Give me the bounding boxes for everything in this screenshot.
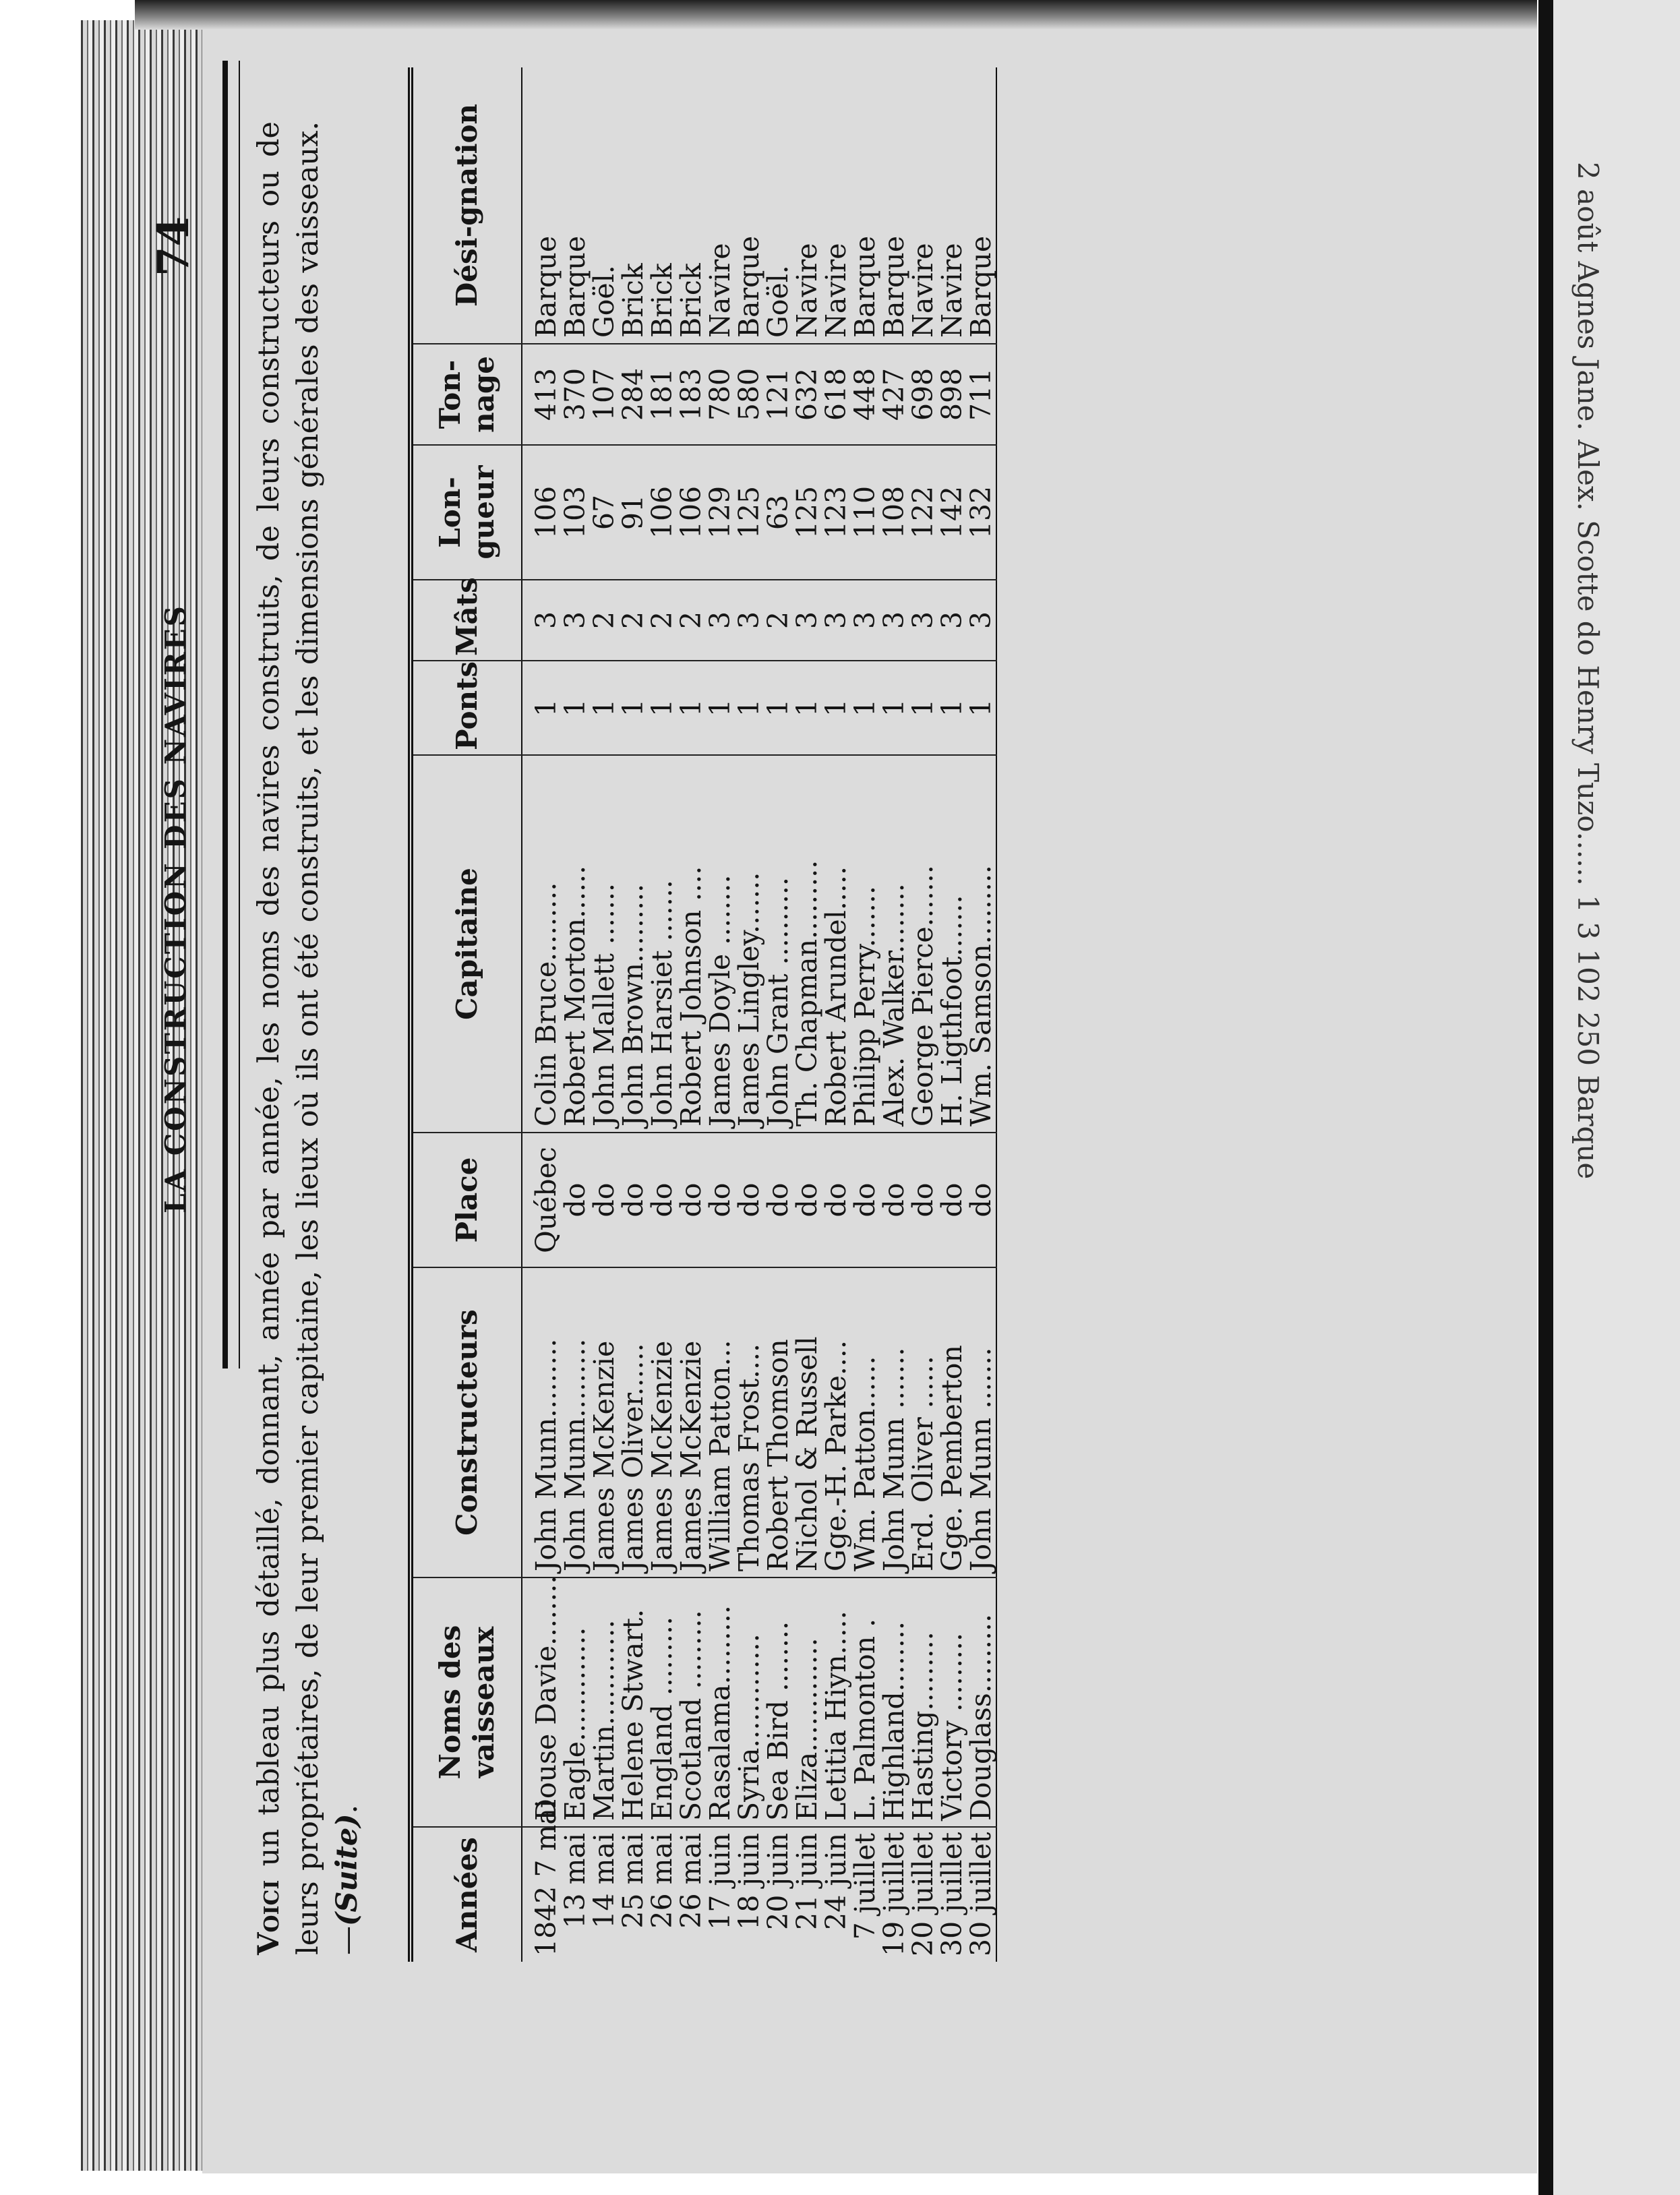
cell-longueur: 67 xyxy=(590,445,619,580)
cell-mats: 2 xyxy=(764,580,793,661)
cell-date: 26 mai xyxy=(646,1833,678,1929)
cell-mats: 3 xyxy=(880,580,909,661)
table-row xyxy=(764,67,793,1962)
cell-builder: Nichol & Russell xyxy=(793,1267,822,1577)
table-row xyxy=(880,67,909,1962)
cell-date: 7 juillet xyxy=(849,1833,881,1940)
cell-mats: 3 xyxy=(938,580,967,661)
table-row xyxy=(619,67,648,1962)
cell-ponts: 1 xyxy=(677,661,706,755)
header-rule xyxy=(222,61,240,1369)
intro-text: un tableau plus détaillé, donnant, année par année, les noms des navires construits, de leurs constructeurs ou de leurs propriétaires, de leur premier capitaine, les lieux où ils ont été construits, et les dimensions générales des vaisseaux.— xyxy=(252,121,364,1955)
intro-paragraph xyxy=(249,121,367,1955)
cell-captain: Philipp Perry....... xyxy=(851,755,880,1133)
cell-date: 1842 7 mai xyxy=(530,1799,562,1956)
cell-longueur: 106 xyxy=(677,445,706,580)
cell-vessel-name: L. Palmonton . xyxy=(851,1577,880,1827)
cell-ponts: 1 xyxy=(822,661,851,755)
col-header-mats: Mâts xyxy=(411,580,522,661)
table-row xyxy=(967,67,996,1962)
cell-tonnage: 580 xyxy=(735,344,764,445)
cell-longueur: 106 xyxy=(522,445,561,580)
cell-designation: Brick xyxy=(619,67,648,344)
table-row xyxy=(735,67,764,1962)
cell-mats: 3 xyxy=(735,580,764,661)
cell-longueur: 125 xyxy=(735,445,764,580)
cell-ponts: 1 xyxy=(909,661,938,755)
cell-ponts: 1 xyxy=(938,661,967,755)
fragment-captain: Henry Tuzo...... xyxy=(1571,665,1604,886)
cell-mats: 3 xyxy=(561,580,590,661)
cell-captain: H. Ligthfoot....... xyxy=(938,755,967,1133)
cell-ponts: 1 xyxy=(561,661,590,755)
cell-vessel-name: Letitia Hiyn..... xyxy=(822,1577,851,1827)
cell-captain: James Doyle ........ xyxy=(706,755,735,1133)
cell-date: 25 mai xyxy=(617,1833,649,1929)
cell-builder: Thomas Frost.... xyxy=(735,1267,764,1577)
cell-date: 14 mai xyxy=(588,1833,620,1929)
cell-ponts: 1 xyxy=(764,661,793,755)
cell-designation: Barque xyxy=(522,67,561,344)
cell-tonnage: 632 xyxy=(793,344,822,445)
cell-builder: Gge. Pemberton xyxy=(938,1267,967,1577)
cell-designation: Barque xyxy=(851,67,880,344)
cell-mats: 2 xyxy=(619,580,648,661)
cell-place: do xyxy=(619,1133,648,1267)
col-header-noms: Noms des vaisseaux xyxy=(411,1577,522,1827)
cell-longueur: 110 xyxy=(851,445,880,580)
cell-designation: Navire xyxy=(938,67,967,344)
col-header-place: Place xyxy=(411,1133,522,1267)
cell-tonnage: 107 xyxy=(590,344,619,445)
cell-vessel-name: Eliza............. xyxy=(793,1577,822,1827)
cell-captain: Robert Johnson .... xyxy=(677,755,706,1133)
table-row xyxy=(677,67,706,1962)
cell-captain: Colin Bruce......... xyxy=(522,755,561,1133)
cell-designation: Navire xyxy=(822,67,851,344)
cell-builder: Wm. Patton...... xyxy=(851,1267,880,1577)
table-row xyxy=(909,67,938,1962)
cell-tonnage: 898 xyxy=(938,344,967,445)
cell-place: do xyxy=(909,1133,938,1267)
cell-longueur: 132 xyxy=(967,445,996,580)
cell-vessel-name: Hasting......... xyxy=(909,1577,938,1827)
cell-builder: John Munn......... xyxy=(522,1267,561,1577)
cell-date: 30 juillet xyxy=(936,1832,968,1956)
table-row xyxy=(706,67,735,1962)
col-header-ponts: Ponts xyxy=(411,661,522,755)
cell-vessel-name: Rasalama......... xyxy=(706,1577,735,1827)
cell-vessel-name: Sea Bird ........ xyxy=(764,1577,793,1827)
cell-longueur: 91 xyxy=(619,445,648,580)
cell-designation: Barque xyxy=(967,67,996,344)
fragment-longueur: 102 xyxy=(1571,949,1604,1003)
cell-captain: John Grant .......... xyxy=(764,755,793,1133)
cell-longueur: 125 xyxy=(793,445,822,580)
cell-designation: Barque xyxy=(561,67,590,344)
col-header-constructeurs: Constructeurs xyxy=(411,1267,522,1577)
cell-place: do xyxy=(677,1133,706,1267)
cell-mats: 3 xyxy=(967,580,996,661)
cell-vessel-name: Douse Davie........ xyxy=(522,1577,561,1827)
cell-builder: Gge.-H. Parke.... xyxy=(822,1267,851,1577)
cell-mats: 3 xyxy=(909,580,938,661)
cell-mats: 3 xyxy=(822,580,851,661)
cell-ponts: 1 xyxy=(735,661,764,755)
cell-date: 18 juin xyxy=(733,1833,765,1930)
intro-lead: Voici xyxy=(252,1880,286,1955)
cell-ponts: 1 xyxy=(851,661,880,755)
cell-captain: Wm. Samson......... xyxy=(967,755,996,1133)
cell-builder: James McKenzie xyxy=(590,1267,619,1577)
table-row xyxy=(590,67,619,1962)
cell-mats: 2 xyxy=(590,580,619,661)
cell-vessel-name: Martin............ xyxy=(590,1577,619,1827)
table-row xyxy=(648,67,677,1962)
table-row xyxy=(822,67,851,1962)
ships-table-body xyxy=(522,67,996,1962)
cell-mats: 3 xyxy=(522,580,561,661)
fragment-designation: Barque xyxy=(1571,1075,1604,1180)
cell-ponts: 1 xyxy=(619,661,648,755)
cell-ponts: 1 xyxy=(648,661,677,755)
fragment-builder: Alex. Scotte xyxy=(1571,440,1604,612)
cell-vessel-name: Helene Stwart. xyxy=(619,1577,648,1827)
cell-designation: Goël. xyxy=(764,67,793,344)
cell-builder: James McKenzie xyxy=(648,1267,677,1577)
cell-longueur: 129 xyxy=(706,445,735,580)
cell-date: 20 juin xyxy=(762,1833,794,1930)
cell-vessel-name: Eagle............. xyxy=(561,1577,590,1827)
cell-tonnage: 711 xyxy=(967,344,996,445)
cell-place: do xyxy=(793,1133,822,1267)
cell-date: 24 juin xyxy=(820,1833,852,1930)
cell-place: do xyxy=(851,1133,880,1267)
cell-tonnage: 698 xyxy=(909,344,938,445)
cell-place: do xyxy=(967,1133,996,1267)
cell-designation: Navire xyxy=(793,67,822,344)
cell-date: 19 juillet xyxy=(878,1832,910,1956)
cell-longueur: 123 xyxy=(822,445,851,580)
cell-vessel-name: Syria............. xyxy=(735,1577,764,1827)
cell-mats: 3 xyxy=(706,580,735,661)
cell-vessel-name: Victory ......... xyxy=(938,1577,967,1827)
next-page-fragment xyxy=(1537,162,1604,2184)
cell-vessel-name: Highland........ xyxy=(880,1577,909,1827)
table-row xyxy=(522,67,561,1962)
cell-ponts: 1 xyxy=(706,661,735,755)
cell-place: do xyxy=(590,1133,619,1267)
cell-captain: James Lingley....... xyxy=(735,755,764,1133)
intro-suite: (Suite) xyxy=(330,1813,364,1926)
cell-builder: John Munn ....... xyxy=(967,1267,996,1577)
cell-captain: George Pierce....... xyxy=(909,755,938,1133)
cell-designation: Barque xyxy=(735,67,764,344)
table-row xyxy=(561,67,590,1962)
fragment-place: do xyxy=(1571,620,1604,656)
cell-date: 30 juillet xyxy=(965,1832,997,1956)
fragment-name: Agnes Jane. xyxy=(1571,261,1604,431)
table-header-row xyxy=(411,67,522,1962)
intro-end: . xyxy=(330,1804,364,1814)
cell-builder: Robert Thomson xyxy=(764,1267,793,1577)
ships-table xyxy=(408,67,997,1962)
cell-longueur: 106 xyxy=(648,445,677,580)
cell-longueur: 103 xyxy=(561,445,590,580)
cell-tonnage: 181 xyxy=(648,344,677,445)
cell-builder: James McKenzie xyxy=(677,1267,706,1577)
cell-date: 17 juin xyxy=(704,1833,736,1930)
cell-builder: Erd. Oliver ...... xyxy=(909,1267,938,1577)
cell-captain: Robert Arundel..... xyxy=(822,755,851,1133)
cell-longueur: 108 xyxy=(880,445,909,580)
cell-mats: 2 xyxy=(648,580,677,661)
cell-builder: John Munn......... xyxy=(561,1267,590,1577)
cell-tonnage: 121 xyxy=(764,344,793,445)
col-header-tonnage: Ton-nage xyxy=(411,344,522,445)
cell-place: do xyxy=(880,1133,909,1267)
cell-mats: 3 xyxy=(793,580,822,661)
cell-designation: Brick xyxy=(648,67,677,344)
cell-builder: William Patton... xyxy=(706,1267,735,1577)
cell-captain: Robert Morton...... xyxy=(561,755,590,1133)
cell-date: 13 mai xyxy=(559,1833,591,1929)
cell-place: Québec xyxy=(522,1133,561,1267)
cell-longueur: 63 xyxy=(764,445,793,580)
cell-longueur: 142 xyxy=(938,445,967,580)
cell-builder: John Munn ....... xyxy=(880,1267,909,1577)
cell-tonnage: 780 xyxy=(706,344,735,445)
cell-place: do xyxy=(822,1133,851,1267)
col-header-designation: Dési-gnation xyxy=(411,67,522,344)
fragment-tonnage: 250 xyxy=(1571,1011,1604,1066)
cell-place: do xyxy=(706,1133,735,1267)
cell-builder: James Oliver...... xyxy=(619,1267,648,1577)
table-row xyxy=(938,67,967,1962)
fragment-date: 2 août xyxy=(1571,162,1604,253)
cell-place: do xyxy=(764,1133,793,1267)
table-row xyxy=(793,67,822,1962)
cell-tonnage: 183 xyxy=(677,344,706,445)
col-header-capitaine: Capitaine xyxy=(411,755,522,1133)
cell-tonnage: 284 xyxy=(619,344,648,445)
cell-date: 21 juin xyxy=(791,1833,823,1930)
page-number: 74 xyxy=(148,216,199,276)
running-title: LA CONSTRUCTION DES NAVIRES xyxy=(159,604,192,1213)
cell-place: do xyxy=(735,1133,764,1267)
cell-place: do xyxy=(561,1133,590,1267)
cell-mats: 2 xyxy=(677,580,706,661)
cell-place: do xyxy=(938,1133,967,1267)
cell-vessel-name: Scotland ......... xyxy=(677,1577,706,1827)
cell-tonnage: 427 xyxy=(880,344,909,445)
cell-ponts: 1 xyxy=(880,661,909,755)
cell-captain: Th. Chapman......... xyxy=(793,755,822,1133)
cell-tonnage: 448 xyxy=(851,344,880,445)
cell-ponts: 1 xyxy=(522,661,561,755)
cell-ponts: 1 xyxy=(967,661,996,755)
cell-captain: John Mallett ....... xyxy=(590,755,619,1133)
cell-date: 26 mai xyxy=(675,1833,707,1929)
cell-designation: Brick xyxy=(677,67,706,344)
cell-ponts: 1 xyxy=(793,661,822,755)
cell-designation: Goël. xyxy=(590,67,619,344)
col-header-longueur: Lon-gueur xyxy=(411,445,522,580)
cell-mats: 3 xyxy=(851,580,880,661)
fragment-mats: 3 xyxy=(1571,922,1604,940)
cell-date: 20 juillet xyxy=(907,1832,939,1956)
cell-tonnage: 618 xyxy=(822,344,851,445)
cell-designation: Barque xyxy=(880,67,909,344)
cell-designation: Navire xyxy=(706,67,735,344)
cell-longueur: 122 xyxy=(909,445,938,580)
fragment-ponts: 1 xyxy=(1571,895,1604,913)
cell-tonnage: 413 xyxy=(522,344,561,445)
col-header-annees: Années xyxy=(450,1837,483,1952)
cell-captain: John Brown......... xyxy=(619,755,648,1133)
cell-ponts: 1 xyxy=(590,661,619,755)
cell-tonnage: 370 xyxy=(561,344,590,445)
cell-vessel-name: England ......... xyxy=(648,1577,677,1827)
cell-vessel-name: Douglass......... xyxy=(967,1577,996,1827)
table-row xyxy=(851,67,880,1962)
cell-place: do xyxy=(648,1133,677,1267)
cell-captain: Alex. Walker........ xyxy=(880,755,909,1133)
rotated-page-content xyxy=(135,0,1551,2184)
cell-captain: John Harsiet ....... xyxy=(648,755,677,1133)
cell-designation: Navire xyxy=(909,67,938,344)
